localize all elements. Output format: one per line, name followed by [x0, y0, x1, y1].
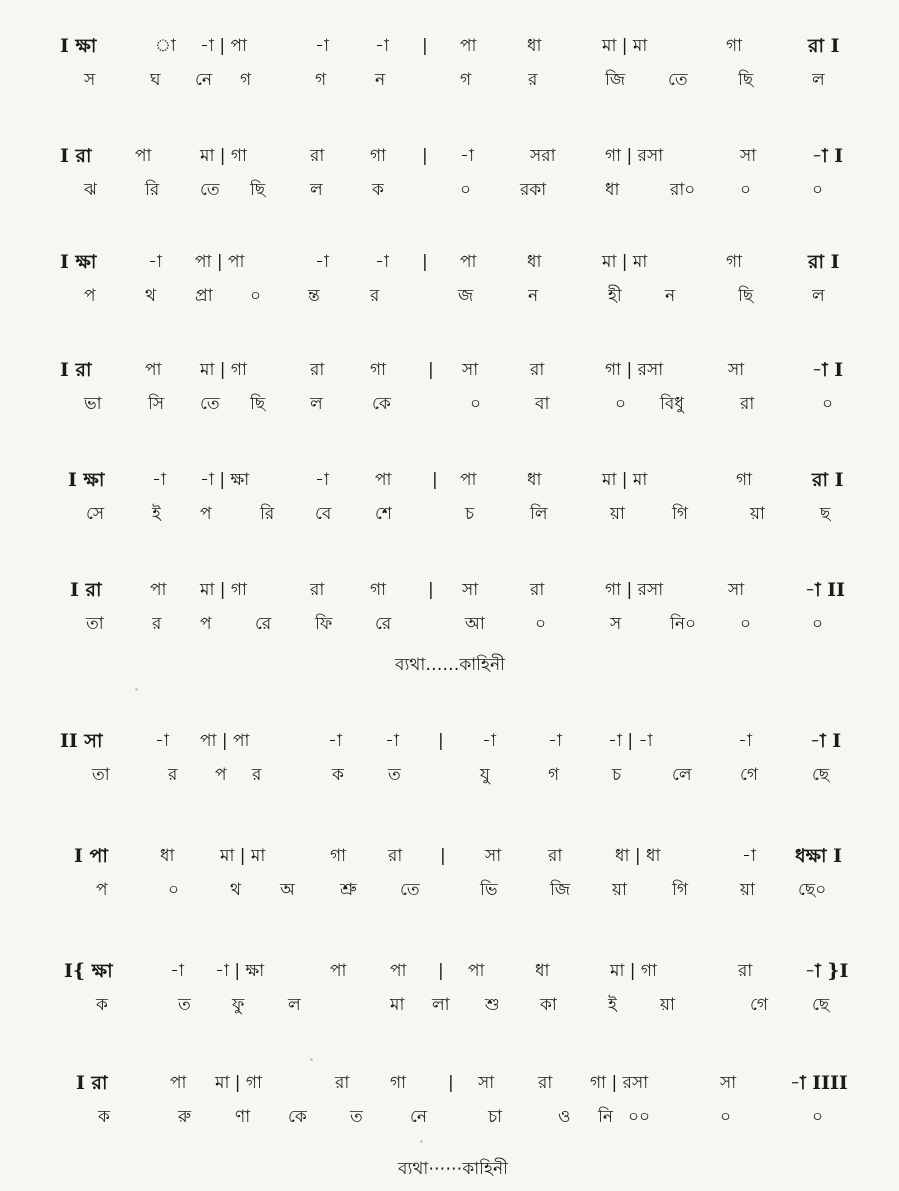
swara-cell: -া | পা — [200, 36, 247, 56]
lyric-cell: ০ — [812, 180, 824, 200]
swara-cell: সা — [720, 1073, 737, 1093]
swara-cell: I রা — [60, 145, 92, 167]
lyric-cell: ০ — [168, 880, 180, 900]
lyric-cell: শে — [375, 504, 392, 524]
swara-cell: I পা — [74, 845, 108, 867]
swara-cell: রা I — [808, 251, 840, 273]
lyric-cell: ০ — [250, 286, 262, 306]
swara-cell: মা | মা — [220, 846, 266, 866]
swara-row — [60, 728, 850, 754]
swara-cell: পা — [468, 961, 485, 981]
swara-cell: পা — [390, 961, 407, 981]
lyric-cell: আ — [465, 614, 485, 634]
lyric-cell: ০ — [720, 1107, 732, 1127]
notation-block-6 — [60, 577, 850, 637]
lyric-cell: ০ — [812, 1107, 824, 1127]
lyric-cell: থ — [230, 880, 242, 900]
lyric-row — [60, 611, 850, 637]
swara-row — [60, 357, 850, 383]
lyric-row — [60, 391, 850, 417]
lyric-cell: ০ — [460, 180, 472, 200]
lyric-cell: য়া — [660, 995, 675, 1015]
lyric-cell: ভি — [480, 880, 498, 900]
swara-cell: ধা — [535, 961, 550, 981]
swara-cell: I ক্ষা — [60, 35, 97, 57]
swara-cell: গা — [330, 846, 347, 866]
swara-cell: ধা — [527, 36, 542, 56]
lyric-cell: ছে০ — [798, 880, 827, 900]
lyric-cell: রি — [145, 180, 160, 200]
lyric-cell: ক — [372, 180, 384, 200]
swara-cell: -া | ক্ষা — [200, 470, 250, 490]
lyric-cell: গ — [460, 70, 472, 90]
refrain-caption: ব্যথা……কাহিনী — [395, 655, 505, 675]
lyric-cell: ন্ত — [308, 286, 320, 306]
lyric-cell: গি — [672, 880, 689, 900]
lyric-cell: নে — [195, 70, 213, 90]
swara-cell: -া IIII — [790, 1072, 848, 1094]
swara-row — [60, 958, 850, 984]
lyric-row — [60, 177, 850, 203]
lyric-cell: গি — [672, 504, 689, 524]
swara-cell: গা — [370, 360, 387, 380]
lyric-cell: যু — [480, 765, 490, 785]
swara-cell: রা — [530, 360, 545, 380]
notation-block-5 — [60, 467, 850, 527]
swara-cell: রা — [310, 360, 325, 380]
swara-cell: রা — [310, 146, 325, 166]
swara-cell: গা | রসা — [605, 580, 664, 600]
swara-cell: -া — [155, 731, 169, 751]
lyric-cell: ন — [665, 286, 676, 306]
lyric-cell: ত — [178, 995, 191, 1015]
swara-cell: | — [448, 1073, 454, 1093]
lyric-cell: র — [528, 70, 538, 90]
swara-cell: -া — [170, 961, 184, 981]
swara-cell: পা | পা — [195, 252, 245, 272]
lyric-cell: ত — [388, 765, 401, 785]
lyric-cell: ণা — [235, 1107, 251, 1127]
lyric-cell: ক — [332, 765, 344, 785]
swara-cell: গা | রসা — [605, 360, 664, 380]
swara-cell: | — [438, 731, 444, 751]
swara-cell: মা | গা — [610, 961, 657, 981]
swara-row — [60, 577, 850, 603]
swara-cell: সা — [462, 360, 479, 380]
lyric-cell: র — [252, 765, 262, 785]
lyric-cell: জি — [605, 70, 626, 90]
swara-cell: গা — [370, 146, 387, 166]
lyric-cell: ঘ — [150, 70, 161, 90]
lyric-cell: ল — [310, 180, 323, 200]
lyric-cell: সে — [86, 504, 105, 524]
swara-cell: া — [155, 36, 176, 56]
swara-cell: পা — [460, 36, 477, 56]
lyric-cell: ভা — [84, 394, 102, 414]
swara-cell: মা | গা — [200, 580, 247, 600]
lyric-cell: জি — [550, 880, 571, 900]
swara-row — [60, 143, 850, 169]
swara-cell: গা — [390, 1073, 407, 1093]
lyric-row — [60, 67, 850, 93]
swara-cell: -া }I — [805, 960, 849, 982]
swara-cell: | — [440, 846, 446, 866]
swara-cell: -া — [328, 731, 342, 751]
swara-cell: রা — [738, 961, 753, 981]
swara-cell: সরা — [530, 146, 556, 166]
lyric-cell: প — [200, 504, 212, 524]
lyric-cell: থ — [145, 286, 157, 306]
swara-cell: | — [422, 252, 428, 272]
notation-block-7 — [60, 728, 850, 788]
swara-cell: রা — [388, 846, 403, 866]
swara-cell: -া — [375, 36, 389, 56]
lyric-cell: তা — [86, 614, 104, 634]
swara-cell: II সা — [60, 730, 103, 752]
lyric-cell: তে — [200, 180, 220, 200]
paper-speck — [420, 1140, 423, 1143]
paper-speck — [310, 1058, 313, 1061]
lyric-cell: কে — [288, 1107, 307, 1127]
lyric-cell: বিধু — [660, 394, 684, 414]
lyric-cell: ধা — [605, 180, 620, 200]
lyric-cell: ই — [152, 504, 161, 524]
swara-cell: পা — [460, 252, 477, 272]
lyric-cell: মা — [390, 995, 405, 1015]
swara-cell: -া — [148, 252, 162, 272]
swara-cell: -া II — [805, 579, 846, 601]
swara-cell: রা — [538, 1073, 553, 1093]
lyric-cell: প — [215, 765, 227, 785]
lyric-cell: য়া — [612, 880, 627, 900]
swara-cell: -া | ক্ষা — [215, 961, 265, 981]
lyric-cell: ফি — [315, 614, 333, 634]
swara-cell: পা — [150, 580, 167, 600]
swara-cell: পা — [170, 1073, 187, 1093]
lyric-row — [60, 501, 850, 527]
swara-cell: গা | রসা — [590, 1073, 649, 1093]
swara-cell: রা I — [812, 469, 844, 491]
lyric-cell: র — [152, 614, 162, 634]
swara-cell: মা | মা — [602, 252, 648, 272]
paper-speck — [135, 688, 138, 691]
lyric-cell: ছি — [738, 70, 754, 90]
swara-cell: রা — [548, 846, 563, 866]
lyric-cell: ঝ — [84, 180, 97, 200]
refrain-caption: ব্যথা⋯⋯কাহিনী — [398, 1159, 508, 1179]
lyric-cell: ই — [608, 995, 617, 1015]
lyric-cell: য়া — [740, 880, 755, 900]
lyric-cell: বা — [535, 394, 550, 414]
swara-cell: -া — [375, 252, 389, 272]
lyric-cell: ০ — [822, 394, 834, 414]
lyric-cell: য়া — [750, 504, 765, 524]
swara-cell: মা | মা — [602, 36, 648, 56]
lyric-cell: ছে — [812, 765, 830, 785]
notation-block-8 — [60, 843, 850, 903]
lyric-cell: ছি — [738, 286, 754, 306]
lyric-row — [60, 762, 850, 788]
notation-block-1 — [60, 33, 850, 93]
swara-cell: গা — [726, 252, 743, 272]
swara-cell: রা — [530, 580, 545, 600]
lyric-row — [60, 283, 850, 309]
swara-cell: I ক্ষা — [60, 251, 97, 273]
swara-cell: -া — [385, 731, 399, 751]
lyric-cell: কে — [372, 394, 391, 414]
swara-cell: গা | রসা — [605, 146, 664, 166]
swara-cell: রা — [335, 1073, 350, 1093]
lyric-cell: ছ — [820, 504, 831, 524]
swara-cell: গা — [726, 36, 743, 56]
lyric-cell: হী — [608, 286, 622, 306]
notation-block-4 — [60, 357, 850, 417]
lyric-cell: ক — [96, 995, 108, 1015]
swara-cell: সা — [740, 146, 757, 166]
swara-cell: রা I — [808, 35, 840, 57]
lyric-cell: র — [370, 286, 380, 306]
lyric-cell: ল — [288, 995, 301, 1015]
swara-cell: I ক্ষা — [68, 469, 105, 491]
swara-cell: পা — [330, 961, 347, 981]
lyric-cell: ল — [812, 286, 825, 306]
lyric-cell: ন — [375, 70, 386, 90]
lyric-row — [60, 1104, 850, 1130]
lyric-cell: ০ — [812, 614, 824, 634]
swara-cell: মা | গা — [200, 360, 247, 380]
lyric-cell: গে — [740, 765, 759, 785]
swara-cell: মা | মা — [602, 470, 648, 490]
lyric-row — [60, 877, 850, 903]
lyric-cell: ল — [310, 394, 323, 414]
swara-cell: -া — [460, 146, 474, 166]
swara-cell: মা | গা — [200, 146, 247, 166]
swara-row — [60, 467, 850, 493]
swara-cell: পা — [145, 360, 162, 380]
swara-cell: I রা — [70, 579, 102, 601]
lyric-cell: ক — [98, 1107, 110, 1127]
lyric-cell: প — [84, 286, 96, 306]
swara-cell: I{ ক্ষা — [64, 960, 113, 982]
swara-cell: ধক্ষা I — [795, 845, 843, 867]
lyric-cell: ছে — [812, 995, 830, 1015]
swara-cell: পা — [135, 146, 152, 166]
lyric-cell: লা — [432, 995, 450, 1015]
swara-cell: -া — [315, 470, 329, 490]
lyric-cell: তে — [400, 880, 420, 900]
lyric-cell: তা — [92, 765, 110, 785]
swara-cell: -া — [742, 846, 756, 866]
notation-block-2 — [60, 143, 850, 203]
swara-cell: পা — [460, 470, 477, 490]
swara-cell: -া I — [810, 730, 842, 752]
lyric-cell: র — [168, 765, 178, 785]
lyric-cell: গে — [750, 995, 769, 1015]
swara-cell: I রা — [76, 1072, 108, 1094]
notation-block-9 — [60, 958, 850, 1018]
lyric-cell: প — [96, 880, 108, 900]
swara-cell: ধা — [527, 470, 542, 490]
lyric-cell: প — [200, 614, 212, 634]
lyric-cell: চা — [488, 1107, 503, 1127]
lyric-cell: ০ — [535, 614, 547, 634]
swara-cell: -া — [548, 731, 562, 751]
lyric-cell: চ — [465, 504, 475, 524]
lyric-cell: রি — [260, 504, 275, 524]
swara-cell: | — [422, 36, 428, 56]
lyric-cell: ০ — [740, 614, 752, 634]
lyric-cell: ও — [558, 1107, 571, 1127]
lyric-row — [60, 992, 850, 1018]
swara-cell: রা — [310, 580, 325, 600]
lyric-cell: রকা — [520, 180, 547, 200]
lyric-cell: বে — [315, 504, 332, 524]
swara-cell: | — [422, 146, 428, 166]
lyric-cell: ০ — [615, 394, 627, 414]
swara-cell: I রা — [60, 359, 92, 381]
swara-cell: -া I — [812, 359, 844, 381]
swara-cell: মা | গা — [215, 1073, 262, 1093]
lyric-cell: ছি — [250, 394, 266, 414]
lyric-cell: চ — [612, 765, 622, 785]
swara-cell: -া — [738, 731, 752, 751]
lyric-cell: ল — [812, 70, 825, 90]
lyric-cell: স — [610, 614, 622, 634]
lyric-cell: য়া — [610, 504, 625, 524]
lyric-cell: গ — [315, 70, 327, 90]
notation-block-10 — [60, 1070, 850, 1130]
lyric-cell: অ — [280, 880, 295, 900]
swara-cell: -া — [315, 36, 329, 56]
swara-cell: সা — [478, 1073, 495, 1093]
lyric-cell: লি — [530, 504, 548, 524]
lyric-cell: নি — [598, 1107, 614, 1127]
swara-row — [60, 33, 850, 59]
swara-cell: | — [432, 470, 438, 490]
lyric-cell: নি০ — [670, 614, 697, 634]
swara-cell: পা | পা — [200, 731, 250, 751]
swara-cell: সা — [462, 580, 479, 600]
lyric-cell: ফু — [232, 995, 245, 1015]
lyric-cell: জ — [458, 286, 474, 306]
swara-cell: -া I — [812, 145, 844, 167]
swara-cell: সা — [728, 580, 745, 600]
swara-cell: গা — [736, 470, 753, 490]
lyric-cell: নে — [410, 1107, 428, 1127]
swara-cell: গা — [370, 580, 387, 600]
lyric-cell: রে — [255, 614, 272, 634]
lyric-cell: রে — [375, 614, 392, 634]
swara-cell: | — [428, 580, 434, 600]
swara-cell: ধা — [527, 252, 542, 272]
lyric-cell: গ — [240, 70, 252, 90]
swara-row — [60, 1070, 850, 1096]
lyric-cell: প্রা — [195, 286, 213, 306]
swara-cell: পা — [375, 470, 392, 490]
swara-cell: ধা — [160, 846, 175, 866]
lyric-cell: ০ — [740, 180, 752, 200]
lyric-cell: ০০ — [628, 1107, 651, 1127]
lyric-cell: ত — [350, 1107, 363, 1127]
lyric-cell: ন — [528, 286, 539, 306]
lyric-cell: রা — [740, 394, 755, 414]
swara-cell: -া — [152, 470, 166, 490]
lyric-cell: তে — [668, 70, 688, 90]
swara-cell: -া — [315, 252, 329, 272]
swara-cell: ধা | ধা — [615, 846, 661, 866]
swara-cell: -া | -া — [608, 731, 653, 751]
lyric-cell: গ — [548, 765, 560, 785]
lyric-cell: সি — [148, 394, 165, 414]
lyric-cell: লে — [672, 765, 692, 785]
lyric-cell: রু — [178, 1107, 192, 1127]
swara-row — [60, 249, 850, 275]
lyric-cell: শু — [485, 995, 500, 1015]
swara-cell: | — [438, 961, 444, 981]
lyric-cell: তে — [200, 394, 220, 414]
lyric-cell: স — [84, 70, 96, 90]
swara-cell: -া — [482, 731, 496, 751]
swara-cell: | — [428, 360, 434, 380]
lyric-cell: কা — [540, 995, 557, 1015]
lyric-cell: ০ — [470, 394, 482, 414]
lyric-cell: ছি — [250, 180, 266, 200]
swara-cell: সা — [485, 846, 502, 866]
lyric-cell: শ্রু — [340, 880, 357, 900]
swara-row — [60, 843, 850, 869]
lyric-cell: রা০ — [670, 180, 696, 200]
swara-cell: সা — [728, 360, 745, 380]
notation-block-3 — [60, 249, 850, 309]
